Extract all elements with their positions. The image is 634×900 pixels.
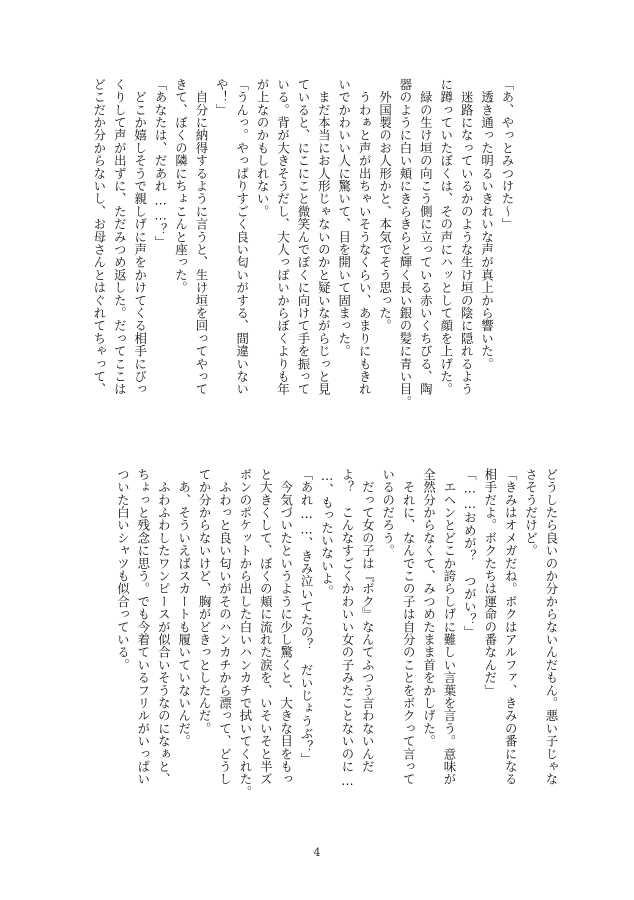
text-line: きて、ぼくの隣にちょこんと座った。 xyxy=(173,78,189,294)
text-line: に蹲っていたぼくは、その声にハッとして顔を上げた。 xyxy=(438,78,454,396)
text-line: 「あれ……、きみ泣いてたの？ だいじょうぶ？」 xyxy=(299,468,315,766)
text-line: 「あ、やっとみつけた～」 xyxy=(500,78,515,231)
text-line: エヘンとどこか誇らしげに難しい言葉を言う。意味が xyxy=(441,468,457,786)
text-line: …、もったいないよ。 xyxy=(319,468,335,598)
text-line: どうしたら良いのか分からないんだもん。悪い子じゃな xyxy=(544,468,559,786)
page-number: 4 xyxy=(313,846,321,859)
text-line: 今気づいたというように少し驚くと、大きな目をもっ xyxy=(278,468,294,786)
text-line: ていると、にこにこと微笑んでぼくに向けて手を振って xyxy=(295,78,311,396)
text-line: それに、なんでこの子は自分のことをボクって言って xyxy=(401,468,417,786)
text-line: 緑の生け垣の向こう側に立っている赤いくちびる、陶 xyxy=(418,78,434,396)
text-line: いるのだろう。 xyxy=(380,468,396,557)
text-line: が上なのかもしれない。 xyxy=(255,78,271,218)
text-line: 迷路になっているかのような生け垣の陰に隠れるよう xyxy=(459,78,475,396)
text-line: 透き通った明るいきれいな声が真上から響いた。 xyxy=(479,78,495,371)
text-line: 「……おめが？ つがい？」 xyxy=(462,468,478,639)
text-line: ちょっと残念に思う。でも今着ているフリルがいっぱい xyxy=(135,468,151,786)
text-line: いでかわいい人に驚いて、目を開いて固まった。 xyxy=(336,78,352,358)
text-line: や！」 xyxy=(214,78,230,117)
text-line: よ？ こんなすごくかわいい女の子みたことないのに… xyxy=(339,468,355,789)
text-line: 全然分からなくて、みつめたまま首をかしげた。 xyxy=(421,468,437,748)
text-line: 外国製のお人形かと、本気でそう思った。 xyxy=(377,78,393,332)
top-text-block xyxy=(88,78,517,450)
text-line: だって女の子は『ボク』なんてふつう言わないんだ xyxy=(360,468,376,773)
text-line: さそうだけど。 xyxy=(523,468,539,557)
text-line: どこか嬉しそうで親しげに声をかけてくる相手にびっ xyxy=(132,78,148,396)
text-line: 相手だよ。ボクたちは運命の番なんだ」 xyxy=(482,468,498,697)
text-line: いる。背が大きそうだし、大人っぽいからぼくよりも年 xyxy=(275,78,291,396)
text-line: どこだか分からないし、お母さんとはぐれてちゃって、 xyxy=(91,78,107,396)
text-line: 「うんっ。やっぱりすごく良い匂いがする、間違いない xyxy=(234,78,250,396)
text-line: ついた白いシャツも似合っている。 xyxy=(115,468,131,672)
text-line: 「きみはオメガだね。ボクはアルファ、きみの番になる xyxy=(503,468,519,786)
bottom-text-block xyxy=(112,468,561,840)
text-line: ふわふわしたワンピースが似合いそうなのになぁと、 xyxy=(156,468,172,786)
text-line: 自分に納得するように言うと、生け垣を回ってやって xyxy=(193,78,209,396)
text-line: うわぁと声が出ちゃいそうなくらい、あまりにもきれ xyxy=(357,78,373,396)
text-line: くりして声が出ずに、ただみつめ返した。だってここは xyxy=(112,78,128,396)
text-line: 「あなたは、だあれ……？」 xyxy=(153,78,169,249)
text-line: ふわっと良い匂いがそのハンカチから漂って、どうし xyxy=(217,468,233,786)
text-line: あ、そういえばスカートも履いていないんだ。 xyxy=(176,468,192,748)
text-line: てか分からないけど、胸がどきっとしたんだ。 xyxy=(197,468,213,735)
text-line: まだ本当にお人形じゃないのかと疑いながらじっと見 xyxy=(316,78,332,396)
text-line: ボンのポケットから出した白いハンカチで拭いてくれた。 xyxy=(237,468,253,799)
text-line: と大きくして、ぼくの頬に流れた涙を、いそいそと半ズ xyxy=(258,468,274,786)
text-line: 器のように白い頬にきらきらと輝く長い銀の髪に青い目。 xyxy=(397,78,413,409)
